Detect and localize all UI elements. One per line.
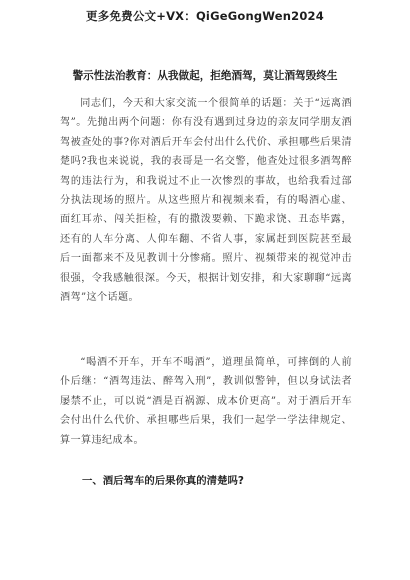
header-watermark: 更多免费公文+VX：QiGeGongWen2024 [86,9,324,23]
body-paragraph-2: “喝酒不开车，开车不喝酒”，道理虽简单，可摔倒的人前仆后继：“酒驾违法、醉驾入刑”，教训似警钟，但以身试法者屡禁不止，可以说“酒是百祸源、成本价更高”。对于酒后开车会付出什么代价、承担哪些后果，我们一起学一学法律规定、算一算违纪成本。 [60,357,352,446]
body-paragraph-1: 同志们，今天和大家交流一个很简单的话题：关于“远离酒驾”。先抛出两个问题：你有没有遇到过身边的亲友同学朋友酒驾被查处的事?你对酒后开车会付出什么代价、承担哪些后果清楚吗?我也来说说，我的表哥是一名交警，他查处过很多酒驾醉驾的违法行为，和我说过不止一次惨烈的事故，也给我看过部分执法现场的照片。从这些照片和视频来看，有的喝酒心虚、面红耳赤、闯关拒检，有的撒泼要赖、下跪求饶、丑态毕露，还有的人车分离、人仰车翻、不省人事，家属赶到医院甚至最后一面都来不及见教训十分惨痛。照片、视频带来的视觉冲击很强，令我感触很深。今天，根据计划安排，和大家聊聊“远离酒驾”这个话题。 [60,98,352,304]
section-heading: 一、酒后驾车的后果你真的清楚吗? [82,475,244,487]
document-title: 警示性法治教育：从我做起，拒绝酒驾，莫让酒驾毁终生 [72,70,338,82]
